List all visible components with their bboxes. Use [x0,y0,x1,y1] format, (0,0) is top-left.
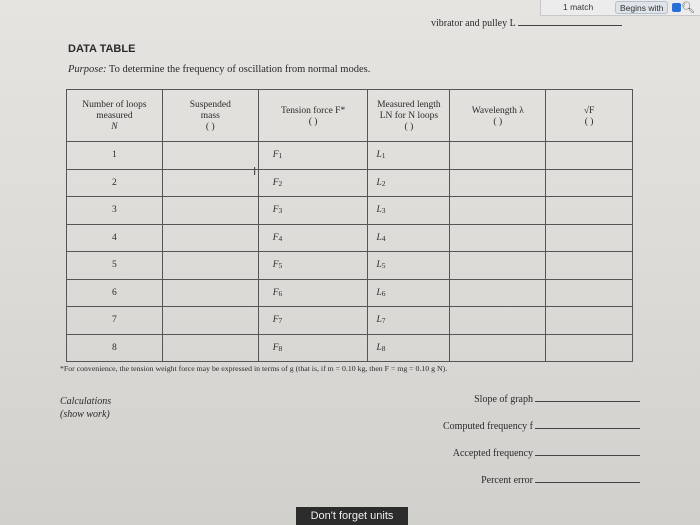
slope-of-graph-line: Slope of graph [474,393,640,405]
data-table [66,89,633,362]
purpose-label: Purpose: [68,64,107,75]
header-wavelength: Wavelength λ ( ) [450,90,546,142]
tension-cell[interactable]: F1 [258,142,368,170]
purpose-text: To determine the frequency of oscillation from normal modes. [106,64,371,75]
purpose-statement [68,64,370,75]
tension-cell[interactable]: F8 [258,334,368,362]
calculations-label: Calculations (show work) [60,396,112,420]
header-number-of-loops: Number of loops measured N [67,90,163,142]
mass-cell[interactable] [162,334,258,362]
header-suspended-mass: Suspended mass ( ) [162,90,258,142]
accepted-frequency-line: Accepted frequency [453,447,640,459]
sqrt-f-cell[interactable] [546,142,633,170]
mass-cell[interactable] [162,142,258,170]
wavelength-cell[interactable] [450,142,546,170]
table-row [67,334,633,362]
pulley-length-line [431,17,622,29]
sqrt-f-cell[interactable] [546,252,633,280]
table-header-row [67,90,633,142]
slope-blank[interactable] [535,393,640,402]
magnifier-icon[interactable]: 🔍︎ [681,2,695,14]
length-cell[interactable]: L5 [368,252,450,280]
tension-cell[interactable]: F6 [258,279,368,307]
find-bar [540,0,700,16]
length-cell[interactable]: L1 [368,142,450,170]
table-row [67,252,633,280]
length-cell[interactable]: L4 [368,224,450,252]
length-cell[interactable]: L3 [368,197,450,225]
wavelength-cell[interactable] [450,334,546,362]
mass-cell[interactable] [162,307,258,335]
footnote: *For convenience, the tension weight force may be expressed in terms of g (that is, if m = 0.10 kg, then F = mg = 0.10 g N). [60,364,448,373]
tension-cell[interactable]: F2 [258,169,368,197]
length-cell[interactable]: L2 [368,169,450,197]
page-title: DATA TABLE [68,43,136,55]
header-sqrt-f: √F ( ) [546,90,633,142]
table-row [67,279,633,307]
computed-frequency-line: Computed frequency f [443,420,640,432]
wavelength-cell[interactable] [450,169,546,197]
mass-cell[interactable] [162,224,258,252]
begins-with-dropdown[interactable]: Begins with [615,1,668,14]
tension-cell[interactable]: F5 [258,252,368,280]
loops-cell: 6 [67,279,163,307]
tension-cell[interactable]: F4 [258,224,368,252]
wavelength-cell[interactable] [450,252,546,280]
table-row [67,307,633,335]
sqrt-f-cell[interactable] [546,224,633,252]
loops-cell: 5 [67,252,163,280]
wavelength-cell[interactable] [450,197,546,225]
table-row [67,169,633,197]
sqrt-f-cell[interactable] [546,334,633,362]
table-row [67,197,633,225]
sqrt-f-cell[interactable] [546,307,633,335]
match-count: 1 match [563,2,594,12]
header-measured-length: Measured length LN for N loops ( ) [368,90,450,142]
tension-cell[interactable]: F7 [258,307,368,335]
sqrt-f-cell[interactable] [546,197,633,225]
percent-error-blank[interactable] [535,474,640,483]
wavelength-cell[interactable] [450,307,546,335]
sqrt-f-cell[interactable] [546,279,633,307]
mass-cell[interactable] [162,169,258,197]
mass-cell[interactable] [162,279,258,307]
loops-cell: 1 [67,142,163,170]
loops-cell: 8 [67,334,163,362]
computed-frequency-blank[interactable] [535,420,640,429]
sqrt-f-cell[interactable] [546,169,633,197]
loops-cell: 7 [67,307,163,335]
table-row [67,224,633,252]
length-cell[interactable]: L6 [368,279,450,307]
pulley-length-label: vibrator and pulley L [431,18,516,29]
loops-cell: 4 [67,224,163,252]
tension-cell[interactable]: F3 [258,197,368,225]
mode-toggle-icon[interactable] [672,3,681,12]
loops-cell: 3 [67,197,163,225]
units-reminder-banner: Don't forget units [296,507,408,525]
wavelength-cell[interactable] [450,279,546,307]
length-cell[interactable]: L7 [368,307,450,335]
mass-cell[interactable] [162,197,258,225]
length-cell[interactable]: L8 [368,334,450,362]
accepted-frequency-blank[interactable] [535,447,640,456]
loops-cell: 2 [67,169,163,197]
wavelength-cell[interactable] [450,224,546,252]
text-cursor-icon: I [253,165,257,178]
pulley-length-blank[interactable] [518,17,622,26]
header-tension-force: Tension force F* ( ) [258,90,368,142]
table-row [67,142,633,170]
mass-cell[interactable] [162,252,258,280]
percent-error-line: Percent error [481,474,640,486]
